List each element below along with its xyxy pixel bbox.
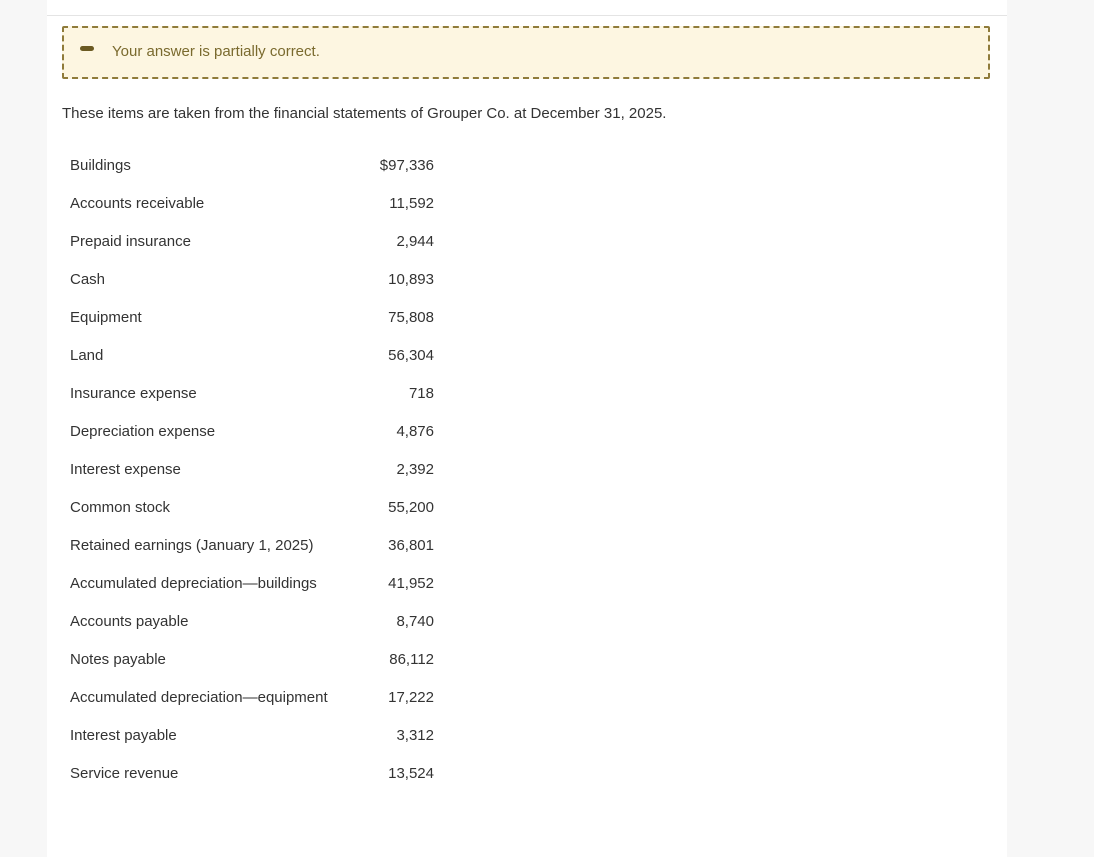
list-item	[70, 337, 450, 375]
item-label: Cash	[70, 271, 106, 288]
item-label: Buildings	[70, 157, 131, 174]
list-item	[70, 679, 450, 717]
item-label: Accounts receivable	[70, 195, 205, 212]
item-amount: 41,952	[388, 575, 434, 592]
list-item	[70, 565, 450, 603]
feedback-banner	[62, 26, 990, 79]
item-label: Land	[70, 347, 104, 364]
list-item	[70, 489, 450, 527]
item-amount: 2,392	[396, 461, 434, 478]
item-amount: 17,222	[388, 689, 434, 706]
item-label: Insurance expense	[70, 385, 197, 402]
minus-icon	[80, 46, 94, 51]
item-label: Equipment	[70, 309, 142, 326]
item-label: Common stock	[70, 499, 171, 516]
list-item	[70, 603, 450, 641]
list-item	[70, 755, 450, 793]
item-amount: 11,592	[389, 195, 434, 212]
item-amount: 56,304	[388, 347, 434, 364]
list-item	[70, 375, 450, 413]
list-item	[70, 147, 450, 185]
intro-text: These items are taken from the financial statements of Grouper Co. at December 31, 2025.	[62, 105, 667, 122]
list-item	[70, 261, 450, 299]
items-list	[70, 147, 450, 793]
item-amount: 718	[408, 385, 434, 402]
item-amount: 75,808	[388, 309, 434, 326]
item-amount: 10,893	[388, 271, 434, 288]
item-label: Retained earnings (January 1, 2025)	[70, 537, 314, 554]
list-item	[70, 299, 450, 337]
item-amount: 86,112	[389, 651, 434, 668]
top-divider	[47, 15, 1007, 16]
item-label: Accounts payable	[70, 613, 189, 630]
item-label: Service revenue	[70, 765, 179, 782]
list-item	[70, 527, 450, 565]
feedback-message: Your answer is partially correct.	[112, 43, 320, 60]
list-item	[70, 185, 450, 223]
item-label: Depreciation expense	[70, 423, 216, 440]
item-label: Interest payable	[70, 727, 177, 744]
question-panel	[47, 0, 1007, 857]
item-amount: $97,336	[379, 157, 434, 174]
item-label: Prepaid insurance	[70, 233, 191, 250]
list-item	[70, 223, 450, 261]
item-label: Accumulated depreciation—buildings	[70, 575, 317, 592]
item-label: Accumulated depreciation—equipment	[70, 689, 328, 706]
item-amount: 4,876	[396, 423, 434, 440]
item-amount: 13,524	[388, 765, 434, 782]
item-label: Notes payable	[70, 651, 166, 668]
item-amount: 36,801	[388, 537, 434, 554]
list-item	[70, 413, 450, 451]
item-amount: 2,944	[396, 233, 434, 250]
list-item	[70, 717, 450, 755]
item-amount: 55,200	[388, 499, 434, 516]
list-item	[70, 641, 450, 679]
item-amount: 3,312	[396, 727, 434, 744]
list-item	[70, 451, 450, 489]
item-amount: 8,740	[396, 613, 434, 630]
item-label: Interest expense	[70, 461, 181, 478]
